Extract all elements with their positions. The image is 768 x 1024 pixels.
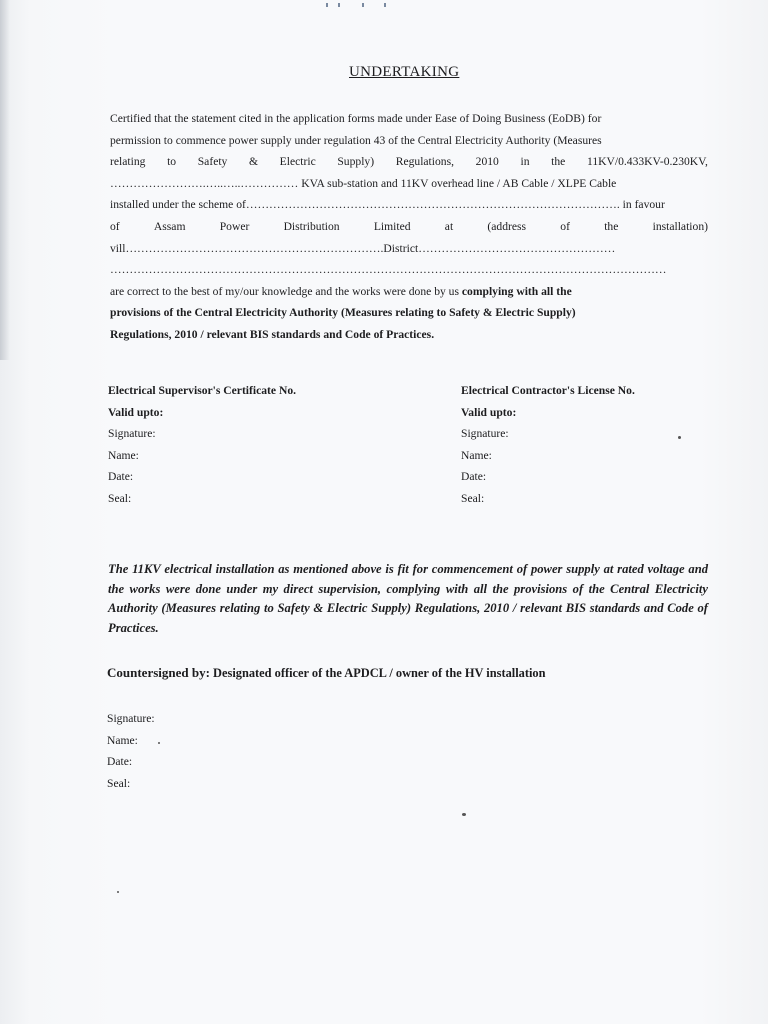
paragraph-bold-text: complying with all the <box>461 284 572 298</box>
word: installation) <box>652 219 708 233</box>
supervisor-date-label: Date: <box>108 470 134 483</box>
paragraph-line-justified <box>110 151 708 173</box>
countersign-date-label: Date: <box>107 755 133 769</box>
paragraph-line: permission to commence power supply under regulation 43 of the Central Electricity Authority (Measures <box>110 133 602 147</box>
word: in <box>520 155 530 169</box>
supervisor-signature-label: Signature: <box>108 427 156 440</box>
word: 2010 <box>475 155 499 169</box>
paragraph-line-justified <box>110 216 708 238</box>
document-title: UNDERTAKING <box>349 64 460 80</box>
paragraph-line <box>110 281 708 303</box>
countersign-signature-label: Signature: <box>107 712 155 725</box>
word: Limited <box>373 219 411 233</box>
word: & <box>249 155 259 169</box>
paragraph-line: provisions of the Central Electricity Authority (Measures relating to Safety & Electric Supply) <box>110 306 576 320</box>
word: Safety <box>197 155 228 169</box>
certification-paragraph <box>110 108 708 346</box>
word: Electric <box>279 155 316 169</box>
countersign-fields <box>107 708 155 794</box>
contractor-seal-label: Seal: <box>461 491 485 505</box>
fitness-statement: The 11KV electrical installation as mentioned above is fit for commencement of power supply at rated voltage and the works were done under my direct supervision, complying with all the provisions of the Central Electricity Authority (Measures relating to Safety & Electric Supply) Regulations, 2010 / relevant BIS standards and Code of Practices. <box>108 562 708 635</box>
contractor-signature-label: Signature: <box>461 427 509 440</box>
paragraph-line: …………………….…..…..…………… KVA sub-station and 11KV overhead line / AB Cable / XLPE Cable <box>110 176 617 190</box>
paragraph-line: Certified that the statement cited in the application forms made under Ease of Doing Business (EoDB) for <box>110 112 602 125</box>
supervisor-certificate-label: Electrical Supervisor's Certificate No. <box>108 384 297 397</box>
scan-speck <box>117 891 119 893</box>
word: of <box>560 219 570 233</box>
paragraph-line: vill………………………………………………………….District…………………………………………… <box>110 241 616 255</box>
contractor-valid-upto-label: Valid upto: <box>461 405 517 419</box>
supervisor-seal-label: Seal: <box>108 491 132 505</box>
word: Regulations, <box>395 155 455 169</box>
word: to <box>167 155 177 169</box>
paragraph-line: ……………………………………………………………………………………………………………………………… <box>110 263 667 277</box>
countersigned-line <box>107 665 546 681</box>
supervisor-block <box>108 380 296 509</box>
top-binding-marks <box>326 3 386 7</box>
paragraph-text: are correct to the best of my/our knowledge and the works were done by us <box>110 284 462 298</box>
contractor-license-label: Electrical Contractor's License No. <box>461 384 635 397</box>
scan-speck <box>158 742 160 744</box>
word: Supply) <box>337 155 375 169</box>
word: relating <box>110 155 146 169</box>
countersigned-label: Countersigned by: <box>107 665 210 680</box>
word: Assam <box>153 219 186 233</box>
word: (address <box>487 219 527 233</box>
word: Distribution <box>283 219 340 233</box>
contractor-date-label: Date: <box>461 470 487 483</box>
paragraph-line: Regulations, 2010 / relevant BIS standards and Code of Practices. <box>110 327 435 341</box>
word: 11KV/0.433KV-0.230KV, <box>586 155 708 169</box>
word: Power <box>219 219 250 233</box>
contractor-name-label: Name: <box>461 448 492 462</box>
supervisor-name-label: Name: <box>108 448 139 462</box>
countersign-name-label: Name: <box>107 733 138 747</box>
word: of <box>110 219 120 233</box>
word: the <box>551 155 566 169</box>
scan-speck <box>462 813 466 816</box>
word: the <box>604 219 619 233</box>
scan-speck <box>678 436 681 439</box>
contractor-block <box>461 380 635 509</box>
countersigned-detail: Designated officer of the APDCL / owner of the HV installation <box>213 666 546 680</box>
word: at <box>444 219 454 233</box>
paragraph-line: installed under the scheme of……………………………………………………………………………………. in favour <box>110 198 665 212</box>
supervisor-valid-upto-label: Valid upto: <box>108 405 164 419</box>
countersign-seal-label: Seal: <box>107 776 131 790</box>
scan-shadow <box>0 0 10 360</box>
